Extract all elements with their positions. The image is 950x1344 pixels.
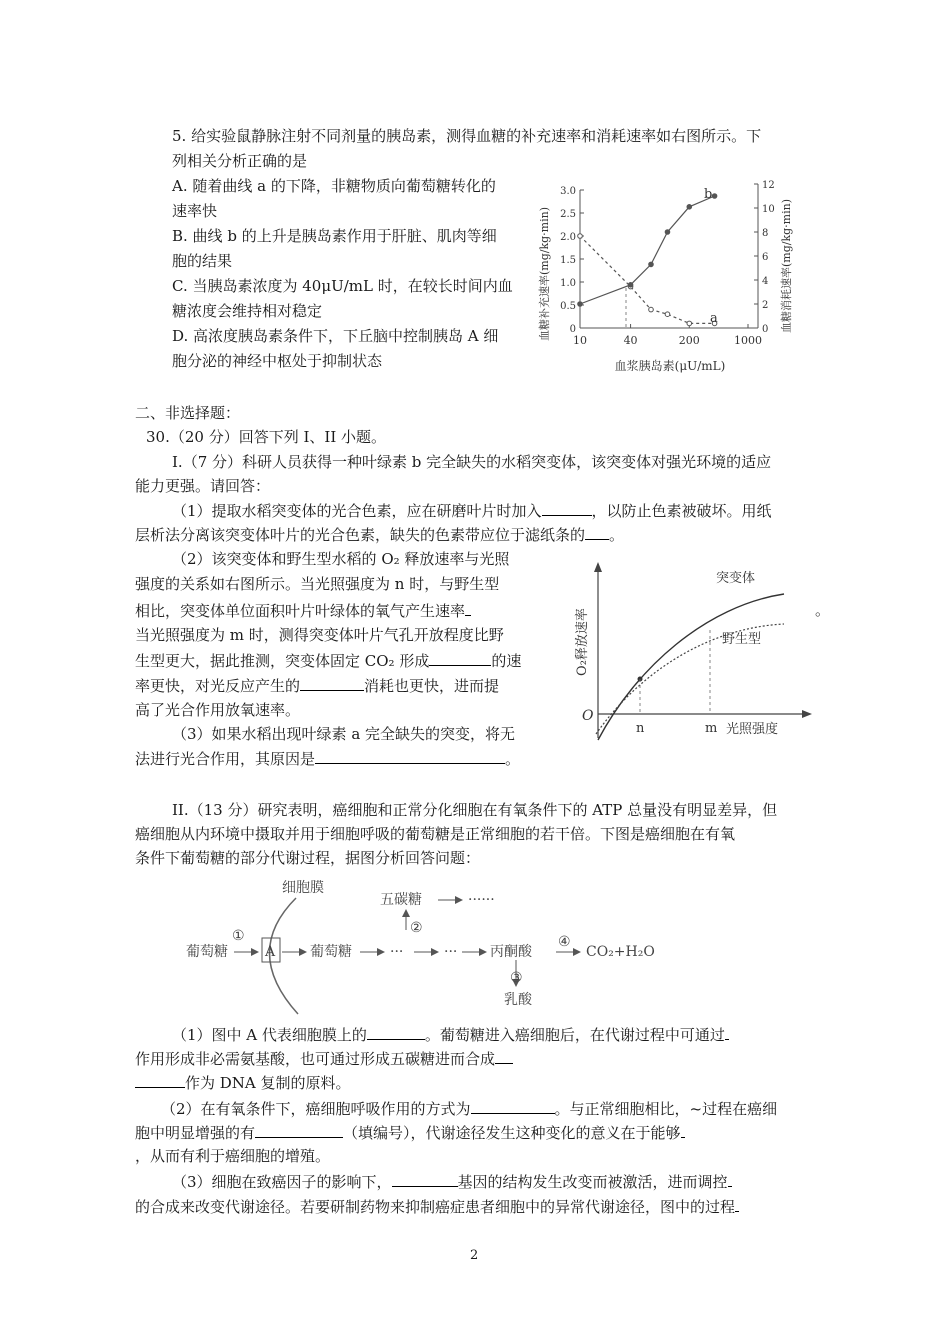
q3-text: 的合成来改变代谢途径。若要研制药物来抑制癌症患者细胞中的异常代谢途径，图中的过程: [135, 1198, 736, 1216]
q5-stem-line1: 5. 给实验鼠静脉注射不同剂量的胰岛素，测得血糖的补充速率和消耗速率如右图所示。下: [172, 127, 762, 145]
right-tick-label: 8: [762, 228, 769, 239]
q30-part2-intro-line1: II.（13 分）研究表明，癌细胞和正常分化细胞在有氧条件下的 ATP 总量没有明显差异，但: [172, 801, 778, 819]
answer-blank[interactable]: [465, 600, 471, 616]
q5-option-d-line1: D. 高浓度胰岛素条件下，下丘脑中控制胰岛 A 细: [172, 327, 499, 345]
q2-text: 胞中明显增强的有: [135, 1124, 256, 1142]
q30-part1-q2-line6: [135, 675, 499, 696]
right-tick-label: 10: [762, 204, 775, 215]
oxygen-release-chart: [566, 558, 816, 748]
step-1: ①: [232, 928, 245, 944]
q2-text: 。与正常细胞相比，~过程在癌细: [554, 1100, 778, 1118]
q5-option-d-line2: 胞分泌的神经中枢处于抑制状态: [172, 352, 383, 370]
page-number: 2: [470, 1248, 479, 1263]
q30-part1-q2-line1: （2）该突变体和野生型水稻的 O₂ 释放速率与光照: [172, 550, 510, 568]
step-2: ②: [410, 920, 423, 936]
answer-blank[interactable]: [585, 524, 609, 540]
series-a-point: [578, 234, 583, 239]
glucose-inside: 葡萄糖: [310, 944, 352, 960]
q2-text: 的速: [491, 652, 522, 670]
q5-option-c-line1: C. 当胰岛素浓度为 40μU/mL 时，在较长时间内血: [172, 277, 513, 295]
tick-m: m: [705, 721, 718, 736]
pyruvate-label: 丙酮酸: [490, 944, 532, 960]
glucose-outside: 葡萄糖: [186, 944, 228, 960]
series-a-point: [649, 307, 654, 312]
answer-blank[interactable]: [728, 1171, 732, 1187]
answer-blank[interactable]: [495, 1048, 513, 1064]
x-tick-label: 1000: [734, 334, 762, 347]
answer-blank[interactable]: [681, 1122, 685, 1138]
q2-text: （2）在有氧条件下，癌细胞呼吸作用的方式为: [161, 1100, 471, 1118]
q30-part1-intro-line1: I.（7 分）科研人员获得一种叶绿素 b 完全缺失的水稻突变体，该突变体对强光环境的适应: [172, 453, 772, 471]
y-axis-label: O₂释放速率: [575, 608, 590, 676]
right-tick-label: 0: [762, 324, 769, 335]
q2-text: 相比，突变体单位面积叶片叶绿体的氧气产生速率: [135, 602, 466, 620]
q30-part2-q1-line2: [135, 1048, 513, 1069]
q30-part1-q2-line3-end: 。: [815, 601, 831, 619]
q30-part2-intro-line3: 条件下葡萄糖的部分代谢过程，据图分析回答问题：: [135, 849, 481, 867]
q5-option-b-line1: B. 曲线 b 的上升是胰岛素作用于肝脏、肌肉等细: [172, 227, 497, 245]
q2-text: 消耗也更快，进而提: [364, 677, 500, 695]
chart1-left-axis-label: 血糖补充速率(mg/kg·min): [538, 207, 551, 341]
tick-n: n: [636, 721, 645, 736]
q2-text: 生型更大，据此推测，突变体固定 CO₂ 形成: [135, 652, 430, 670]
right-tick-label: 12: [762, 180, 775, 191]
q30-part1-q2-line5: [135, 650, 521, 671]
q5-option-c-line2: 糖浓度会维持相对稳定: [172, 302, 323, 320]
x-axis-label: 光照强度: [726, 722, 779, 737]
step-4: ④: [558, 934, 571, 950]
answer-blank[interactable]: [735, 1196, 739, 1212]
metabolic-pathway-diagram: [170, 870, 690, 1020]
left-tick-label: 1.0: [560, 278, 576, 289]
series-b-point: [665, 230, 670, 235]
q30-part1-q3-line1: （3）如果水稻出现叶绿素 a 完全缺失的突变，将无: [172, 725, 516, 743]
answer-blank[interactable]: [300, 675, 364, 691]
left-tick-label: 0.5: [560, 301, 576, 312]
answer-blank[interactable]: [429, 650, 491, 666]
product-label: CO₂+H₂O: [586, 944, 655, 960]
q1-text-a: （1）提取水稻突变体的光合色素，应在研磨叶片时加入: [172, 502, 542, 520]
q30-part2-q2-line3: ，从而有利于癌细胞的增殖。: [135, 1147, 331, 1165]
q1-text-b: ，以防止色素被破坏。用纸: [591, 502, 772, 520]
q30-part2-q2-line1: [161, 1098, 777, 1119]
q30-part1-q3-line2: [135, 748, 520, 769]
left-tick-label: 1.5: [560, 255, 576, 266]
chart1-label-a: a: [710, 311, 718, 326]
q1-text-c: 层析法分离该突变体叶片的光合色素，缺失的色素带应位于滤纸条的: [135, 526, 586, 544]
q3-text: 基因的结构发生改变而被激活，进而调控: [457, 1173, 728, 1191]
q30-part2-q1-line3: [135, 1072, 351, 1093]
answer-blank[interactable]: [392, 1171, 458, 1187]
q2-text: （填编号），代谢途径发生这种变化的意义在于能够: [343, 1124, 681, 1142]
series-a-point: [687, 321, 692, 326]
series-b-line: [580, 196, 715, 304]
series-b-point: [628, 283, 633, 288]
series-b-point: [649, 262, 654, 267]
q3-text: （3）细胞在致癌因子的影响下，: [172, 1173, 392, 1191]
membrane-label: 细胞膜: [282, 880, 324, 896]
series-b-point: [578, 302, 583, 307]
answer-blank[interactable]: [315, 748, 505, 764]
x-tick-label: 200: [678, 334, 700, 347]
answer-blank[interactable]: [725, 1024, 729, 1040]
q1-text: （1）图中 A 代表细胞膜上的: [172, 1026, 367, 1044]
q1-text: 作用形成非必需氨基酸，也可通过形成五碳糖进而合成: [135, 1050, 496, 1068]
q1-text: 作为 DNA 复制的原料。: [185, 1074, 351, 1092]
q30-part1-q2-line2: 强度的关系如右图所示。当光照强度为 n 时，与野生型: [135, 575, 500, 593]
q30-part2-q2-line2: [135, 1122, 685, 1143]
q30-part1-q2-line3: [135, 600, 471, 621]
q1-text-d: 。: [609, 526, 625, 544]
q30-part2-intro-line2: 癌细胞从内环境中摄取并用于细胞呼吸的葡萄糖是正常细胞的若干倍。下图是癌细胞在有氧: [135, 825, 736, 843]
chart1-label-b: b: [704, 187, 713, 202]
origin-label: O: [582, 708, 594, 724]
q3-text: 。: [505, 750, 521, 768]
answer-blank[interactable]: [255, 1122, 343, 1138]
mutant-curve: [598, 594, 784, 740]
answer-blank[interactable]: [135, 1072, 185, 1088]
right-tick-label: 2: [762, 300, 769, 311]
answer-blank[interactable]: [367, 1024, 425, 1040]
q30-part1-q2-line4: 当光照强度为 m 时，测得突变体叶片气孔开放程度比野: [135, 626, 504, 644]
dots-1: ···: [390, 944, 404, 960]
left-tick-label: 0: [569, 324, 576, 335]
x-tick-label: 40: [623, 334, 638, 347]
right-tick-label: 4: [762, 276, 769, 287]
q3-text: 法进行光合作用，其原因是: [135, 750, 316, 768]
q30-part1-q1-line1: [172, 500, 772, 521]
series-b-point: [687, 205, 692, 210]
q30-part2-q3-line1: [172, 1171, 732, 1192]
right-tick-label: 6: [762, 252, 769, 263]
lactate-label: 乳酸: [504, 992, 532, 1008]
q5-stem-line2: 列相关分析正确的是: [172, 152, 308, 170]
step-3: ③: [510, 970, 523, 986]
series-a-line: [580, 236, 715, 323]
q5-option-a-line1: A. 随着曲线 a 的下降，非糖物质向葡萄糖转化的: [172, 177, 496, 195]
legend-mutant: 突变体: [716, 571, 756, 586]
q30-title: 30.（20 分）回答下列 I、II 小题。: [146, 428, 387, 446]
left-tick-label: 2.5: [560, 209, 576, 220]
left-tick-label: 2.0: [560, 232, 576, 243]
dots-3: ······: [468, 892, 495, 908]
insulin-chart: [538, 174, 798, 388]
series-a-point: [665, 312, 670, 317]
q5-option-a-line2: 速率快: [172, 202, 218, 220]
q2-text: 率更快，对光反应产生的: [135, 677, 301, 695]
q5-option-b-line2: 胞的结果: [172, 252, 233, 270]
section-heading: 二、非选择题：: [135, 404, 241, 422]
chart1-right-axis-label: 血糖消耗速率(mg/kg·min): [780, 199, 793, 333]
answer-blank[interactable]: [542, 500, 592, 516]
q30-part2-q3-line2: [135, 1196, 739, 1217]
series-b-point: [712, 194, 717, 199]
q30-part2-q1-line1: [172, 1024, 729, 1045]
q30-part1-q2-line7: 高了光合作用放氧速率。: [135, 701, 301, 719]
x-axis-arrow: [802, 710, 812, 718]
carrier-label: A: [265, 944, 276, 960]
q30-part1-q1-line2: [135, 524, 624, 545]
answer-blank[interactable]: [471, 1098, 555, 1114]
x-tick-label: 10: [573, 334, 587, 347]
y-axis-arrow: [594, 562, 602, 572]
chart1-x-axis-label: 血浆胰岛素(μU/mL): [614, 359, 726, 373]
q1-text: 。葡萄糖进入癌细胞后，在代谢过程中可通过: [424, 1026, 725, 1044]
pentose-label: 五碳糖: [380, 892, 422, 908]
left-tick-label: 3.0: [560, 186, 576, 197]
q30-part1-intro-line2: 能力更强。请回答：: [135, 477, 271, 495]
legend-wildtype: 野生型: [722, 632, 762, 647]
dots-2: ···: [444, 944, 458, 960]
